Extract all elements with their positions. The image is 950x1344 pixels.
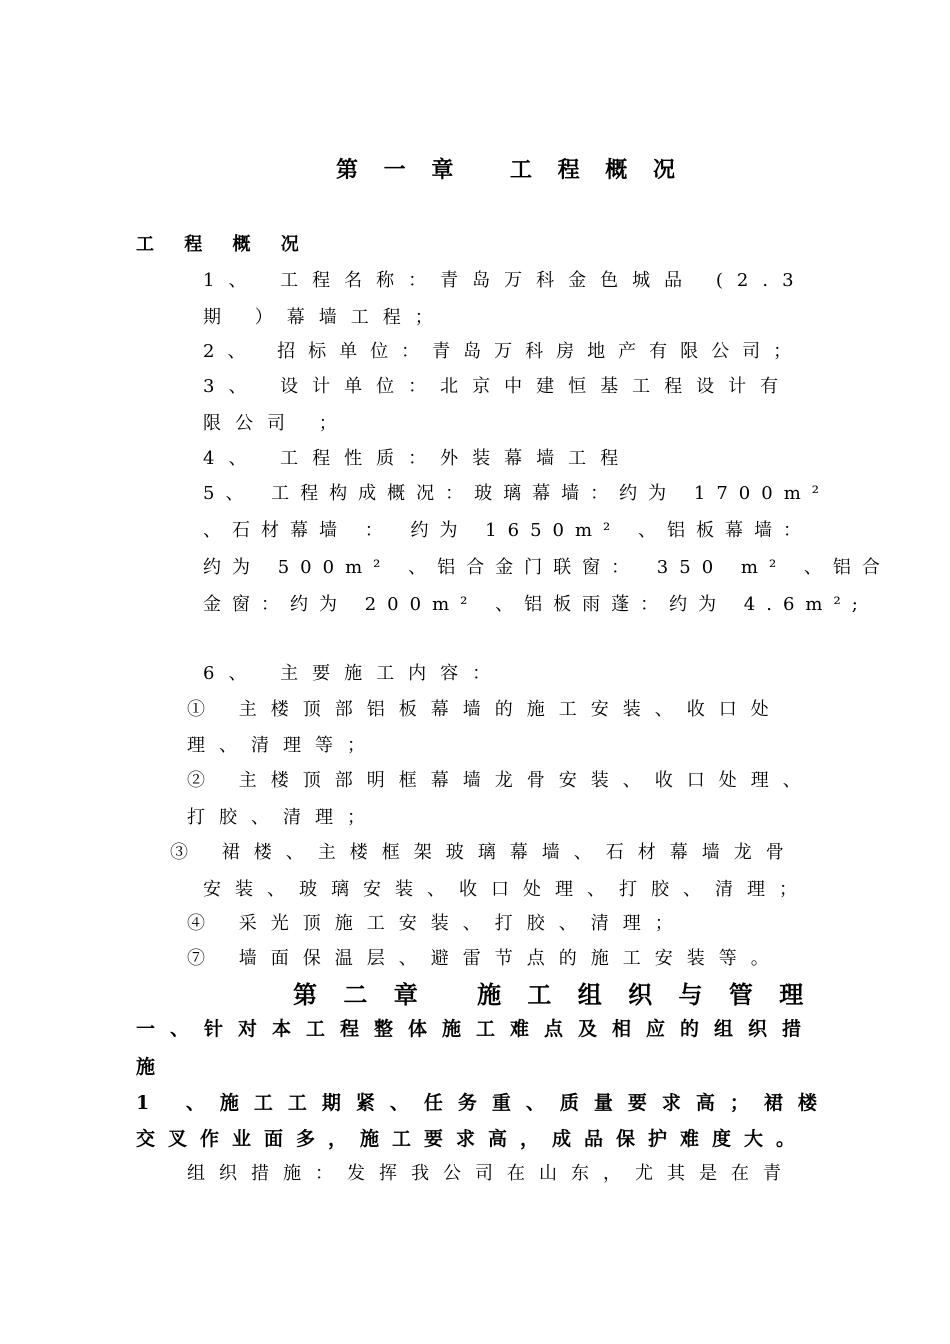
point-1-line-1: 1 、施工工期紧、任务重、质量要求高；裙楼 — [136, 1092, 832, 1114]
sub-item-1-line-2: 理、清理等； — [187, 735, 379, 756]
item-2-line-1: 2、 招标单位：青岛万科房地产有限公司； — [203, 341, 805, 362]
sub-item-2-line-2: 打胶、清理； — [187, 807, 379, 828]
sub-item-3-line-1: ③ 裙楼、主楼框架玻璃幕墙、石材幕墙龙骨 — [170, 842, 798, 863]
item-3-line-2: 限公司 ； — [203, 413, 351, 434]
item-3-line-1: 3、 设计单位：北京中建恒基工程设计有 — [203, 376, 793, 397]
section-1-line-1: 一、针对本工程整体施工难点及相应的组织措 — [136, 1018, 817, 1040]
item-4-line-1: 4、 工程性质：外装幕墙工程 — [203, 448, 633, 469]
chapter1-title: 第 一 章 工 程 概 况 — [336, 157, 684, 183]
item-1-line-1: 1、 工程名称：青岛万科金色城品 (2.3 — [203, 270, 808, 291]
item-5-line-4: 金窗：约为 200m² 、铝板雨蓬：约为 4.6m²; — [203, 594, 869, 615]
sub-item-3-line-2: 安装、玻璃安装、收口处理、打胶、清理； — [203, 879, 811, 900]
sub-item-4-line-1: ④ 采光顶施工安装、打胶、清理； — [187, 913, 687, 934]
item-5-line-2: 、石材幕墙 ： 约为 1650m² 、铝板幕墙： — [203, 520, 812, 541]
point-1-line-2: 交叉作业面多，施工要求高，成品保护难度大。 — [136, 1128, 809, 1150]
sub-item-7-line-1: ⑦ 墙面保温层、避雷节点的施工安装等。 — [187, 948, 783, 969]
item-5-line-1: 5、 工程构成概况：玻璃幕墙：约为 1700m² — [203, 483, 830, 504]
item-5-line-3: 约为 500m² 、铝合金门联窗： 350 m² 、铝合 — [203, 557, 891, 578]
section-1-line-2: 施 — [136, 1056, 171, 1078]
sub-item-2-line-1: ② 主楼顶部明框幕墙龙骨安装、收口处理、 — [187, 770, 815, 791]
measure-paragraph: 组织措施：发挥我公司在山东，尤其是在青 — [187, 1163, 795, 1184]
item-6-line-1: 6、 主要施工内容： — [203, 663, 505, 684]
sub-item-1-line-1: ① 主楼顶部铝板幕墙的施工安装、收口处 — [187, 699, 783, 720]
chapter1-section-title: 工 程 概 况 — [136, 234, 311, 255]
chapter2-title: 第 二 章 施 工 组 织 与 管 理 — [293, 980, 813, 1009]
item-1-line-2: 期 ）幕墙工程； — [203, 307, 447, 328]
